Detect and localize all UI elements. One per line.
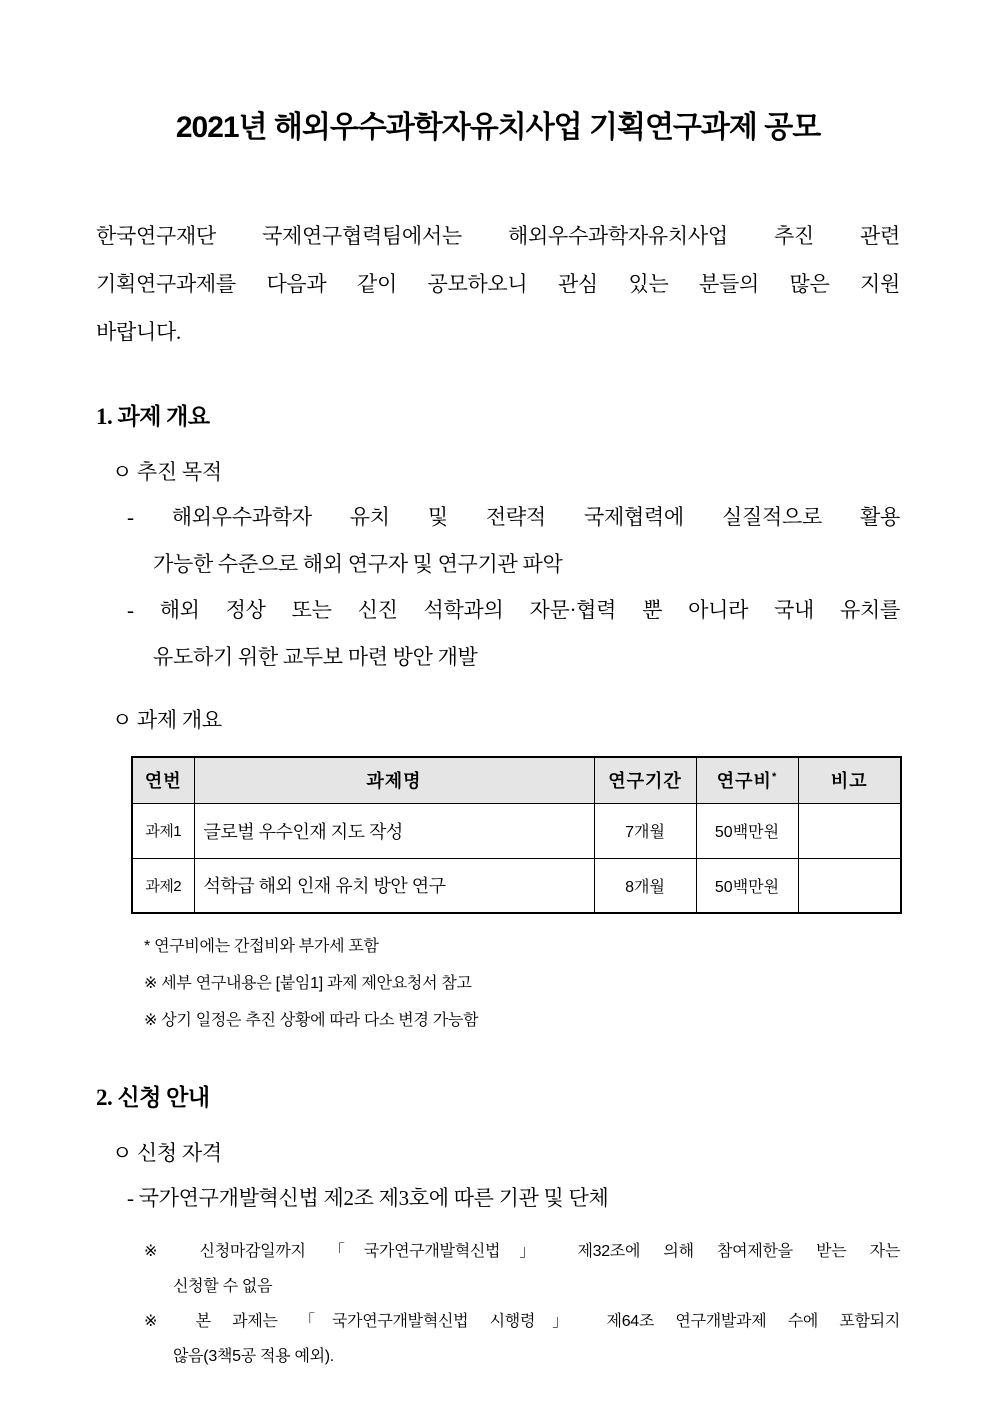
intro-paragraph [96, 212, 900, 356]
cell-note [798, 858, 901, 913]
col-header-fee-label: 연구비 [716, 771, 772, 792]
dash-item-line: 유도하기 위한 교두보 마련 방안 개발 [153, 645, 478, 669]
dash-item-2 [96, 587, 900, 680]
cell-seq: 과제2 [132, 858, 194, 913]
cell-fee: 50백만원 [696, 803, 798, 858]
dash-item-1 [96, 494, 900, 587]
dash-item-line: - 국가연구개발혁신법 제2조 제3호에 따른 기관 및 단체 [127, 1186, 609, 1210]
table-footnotes [96, 928, 900, 1039]
cell-note [798, 803, 901, 858]
col-header-name: 과제명 [194, 757, 594, 803]
table-footnote: ※ 상기 일정은 추진 상황에 따라 다소 변경 가능함 [144, 1012, 479, 1029]
application-note-line: 않음(3책5공 적용 예외). [173, 1348, 334, 1365]
col-header-note: 비고 [798, 757, 901, 803]
cell-name: 석학급 해외 인재 유치 방안 연구 [194, 858, 594, 913]
tasks-table [131, 756, 902, 914]
cell-seq: 과제1 [132, 803, 194, 858]
intro-line: 한국연구재단 국제연구협력팀에서는 해외우수과학자유치사업 추진 관련 [96, 224, 900, 248]
bullet-purpose: ㅇ 추진 목적 [112, 460, 222, 484]
table-footnote: * 연구비에는 간접비와 부가세 포함 [144, 938, 379, 955]
section-1-heading: 1. 과제 개요 [96, 404, 210, 429]
cell-period: 7개월 [594, 803, 696, 858]
application-notes [96, 1234, 900, 1374]
application-note-line: 신청할 수 없음 [173, 1278, 273, 1295]
application-note-line: ※ 본 과제는 「국가연구개발혁신법 시행령」 제64조 연구개발과제 수에 포함되지 [144, 1313, 900, 1330]
col-header-seq: 연번 [132, 757, 194, 803]
col-header-fee [696, 757, 798, 803]
cell-period: 8개월 [594, 858, 696, 913]
bullet-qualification: ㅇ 신청 자격 [112, 1141, 222, 1165]
table-header-row [132, 757, 901, 803]
doc-title: 2021년 해외우수과학자유치사업 기획연구과제 공모 [175, 111, 821, 144]
intro-line: 기획연구과제를 다음과 같이 공모하오니 관심 있는 분들의 많은 지원 [96, 272, 900, 296]
bullet-task-overview: ㅇ 과제 개요 [112, 708, 222, 732]
section-2-heading: 2. 신청 안내 [96, 1085, 210, 1110]
dash-item-3 [96, 1175, 900, 1222]
cell-fee: 50백만원 [696, 858, 798, 913]
fee-footnote-marker: * [771, 771, 778, 784]
table-row [132, 803, 901, 858]
application-note-line: ※ 신청마감일까지 「국가연구개발혁신법」 제32조에 의해 참여제한을 받는 자는 [144, 1243, 900, 1260]
dash-item-line: 가능한 수준으로 해외 연구자 및 연구기관 파악 [153, 552, 563, 576]
col-header-period: 연구기간 [594, 757, 696, 803]
intro-line: 바랍니다. [96, 320, 181, 344]
dash-item-line: - 해외 정상 또는 신진 석학과의 자문·협력 뿐 아니라 국내 유치를 [127, 598, 900, 622]
dash-item-line: - 해외우수과학자 유치 및 전략적 국제협력에 실질적으로 활용 [127, 505, 900, 529]
table-footnote: ※ 세부 연구내용은 [붙임1] 과제 제안요청서 참고 [144, 975, 472, 992]
cell-name: 글로벌 우수인재 지도 작성 [194, 803, 594, 858]
table-row [132, 858, 901, 913]
